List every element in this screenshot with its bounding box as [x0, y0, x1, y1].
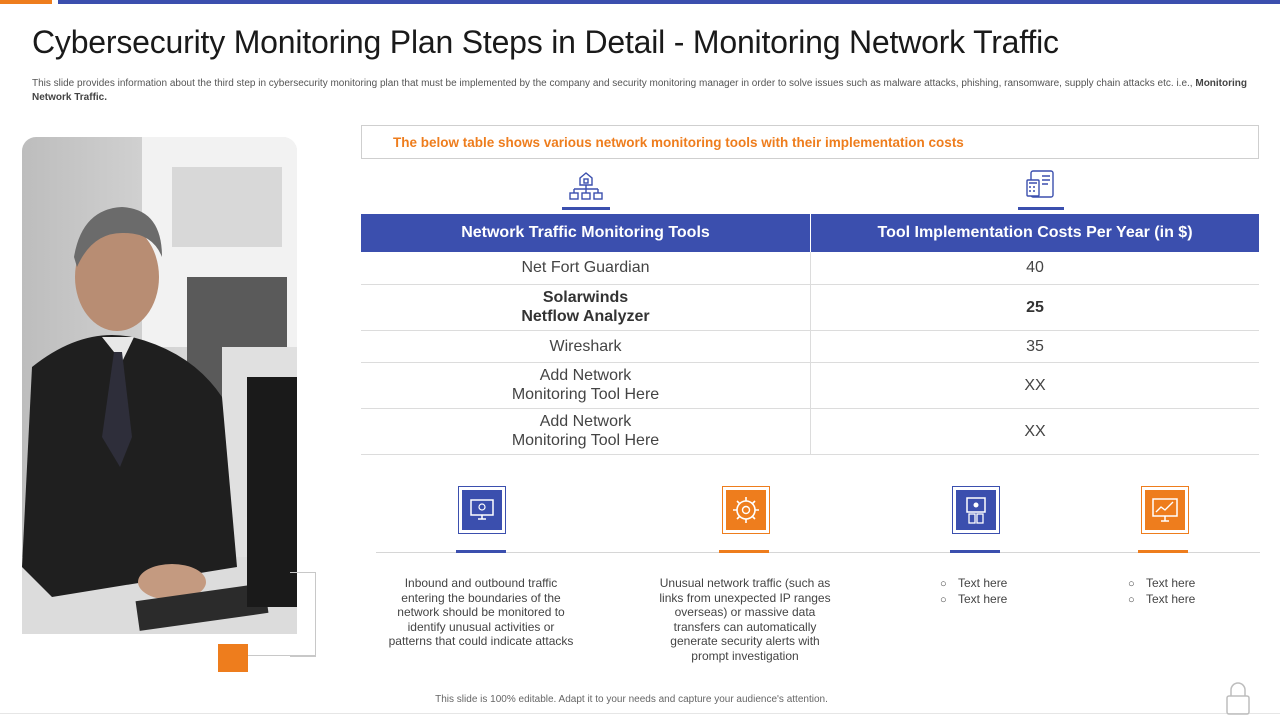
page-subtitle: [32, 77, 1247, 105]
step-underline-1: [456, 550, 506, 553]
table-intro-text: The below table shows various network monitoring tools with their implementation costs: [393, 135, 964, 150]
lock-icon: [1224, 680, 1252, 716]
tool-name-line2: Monitoring Tool Here: [511, 386, 660, 403]
tool-cost: 40: [811, 252, 1260, 284]
photo-frame-line: [290, 572, 316, 657]
step-description-2: Unusual network traffic (such as links from unexpected IP ranges overseas) or massive data transfers can automatically generate security alerts with prompt investigation: [659, 576, 831, 663]
step-bullets-4: [1128, 576, 1195, 607]
tool-name: Net Fort Guardian: [361, 252, 811, 284]
businessman-photo: [22, 137, 297, 634]
orange-accent-square: [218, 644, 248, 672]
footer-note: This slide is 100% editable. Adapt it to your needs and capture your audience's attention.: [435, 694, 828, 705]
bullet-item: ○ Text here: [940, 576, 1008, 590]
table-row: [361, 284, 1259, 330]
column-header-costs: Tool Implementation Costs Per Year (in $): [811, 214, 1260, 252]
bullet-item: ○ Text here: [940, 591, 1008, 606]
tool-cost: XX: [811, 362, 1260, 408]
top-accent-blue: [58, 0, 1280, 4]
monitor-network-icon: [458, 486, 502, 530]
page-title: Cybersecurity Monitoring Plan Steps in Detail - Monitoring Network Traffic: [32, 24, 1059, 60]
bullet-item: ○ Text here: [1128, 591, 1196, 606]
footer-divider: [0, 713, 1280, 714]
subtitle-bold: Monitoring Network Traffic.: [32, 78, 1248, 103]
tool-name: [361, 408, 811, 454]
table-row: [361, 330, 1259, 362]
tool-name: [361, 284, 811, 330]
server-icon: [952, 486, 996, 530]
gear-globe-icon: [722, 486, 766, 530]
tool-name-line1: Add Network: [539, 413, 632, 430]
step-underline-4: [1138, 550, 1188, 553]
table-row: [361, 252, 1259, 284]
tool-name-line1: Solarwinds: [542, 289, 629, 306]
tool-cost: 25: [811, 284, 1260, 330]
bullet-text: Text here: [958, 591, 1008, 606]
tool-cost: XX: [811, 408, 1260, 454]
subtitle-text: This slide provides information about the third step in cybersecurity monitoring plan that must be implemented by the company and security monitoring manager in order to solve issues such as malware attacks, phishing, ransomware, supply chain attacks etc. i.e.,: [32, 78, 1193, 89]
step-underline-3: [950, 550, 1000, 553]
monitoring-tools-table: [361, 214, 1259, 455]
bullet-item: ○ Text here: [1128, 576, 1196, 590]
header-icon-underline: [562, 207, 610, 210]
header-icon-underline: [1018, 207, 1064, 210]
photo-frame-line-bottom: [248, 655, 316, 656]
table-row: [361, 362, 1259, 408]
table-row: [361, 408, 1259, 454]
step-bullets-3: [940, 576, 1007, 607]
bullet-text: Text here: [1146, 591, 1196, 606]
tool-name-line2: Monitoring Tool Here: [511, 432, 660, 449]
step-description-1: Inbound and outbound traffic entering the boundaries of the network should be monitored to identify unusual activities or patterns that could indicate attacks: [388, 576, 574, 648]
tool-name-line2: Netflow Analyzer: [521, 308, 650, 325]
tool-name: [361, 362, 811, 408]
calculator-document-icon: [1019, 166, 1063, 206]
bullet-text: Text here: [958, 576, 1008, 590]
tool-name-line1: Add Network: [539, 367, 632, 384]
tool-name: Wireshark: [361, 330, 811, 362]
network-hierarchy-icon: [564, 168, 608, 208]
top-accent-orange: [0, 0, 52, 4]
table-intro-box: [361, 125, 1259, 159]
bullet-text: Text here: [1146, 576, 1196, 590]
steps-baseline: [376, 552, 1260, 553]
column-header-tools: Network Traffic Monitoring Tools: [361, 214, 811, 252]
tool-cost: 35: [811, 330, 1260, 362]
monitor-chart-icon: [1141, 486, 1185, 530]
step-underline-2: [719, 550, 769, 553]
